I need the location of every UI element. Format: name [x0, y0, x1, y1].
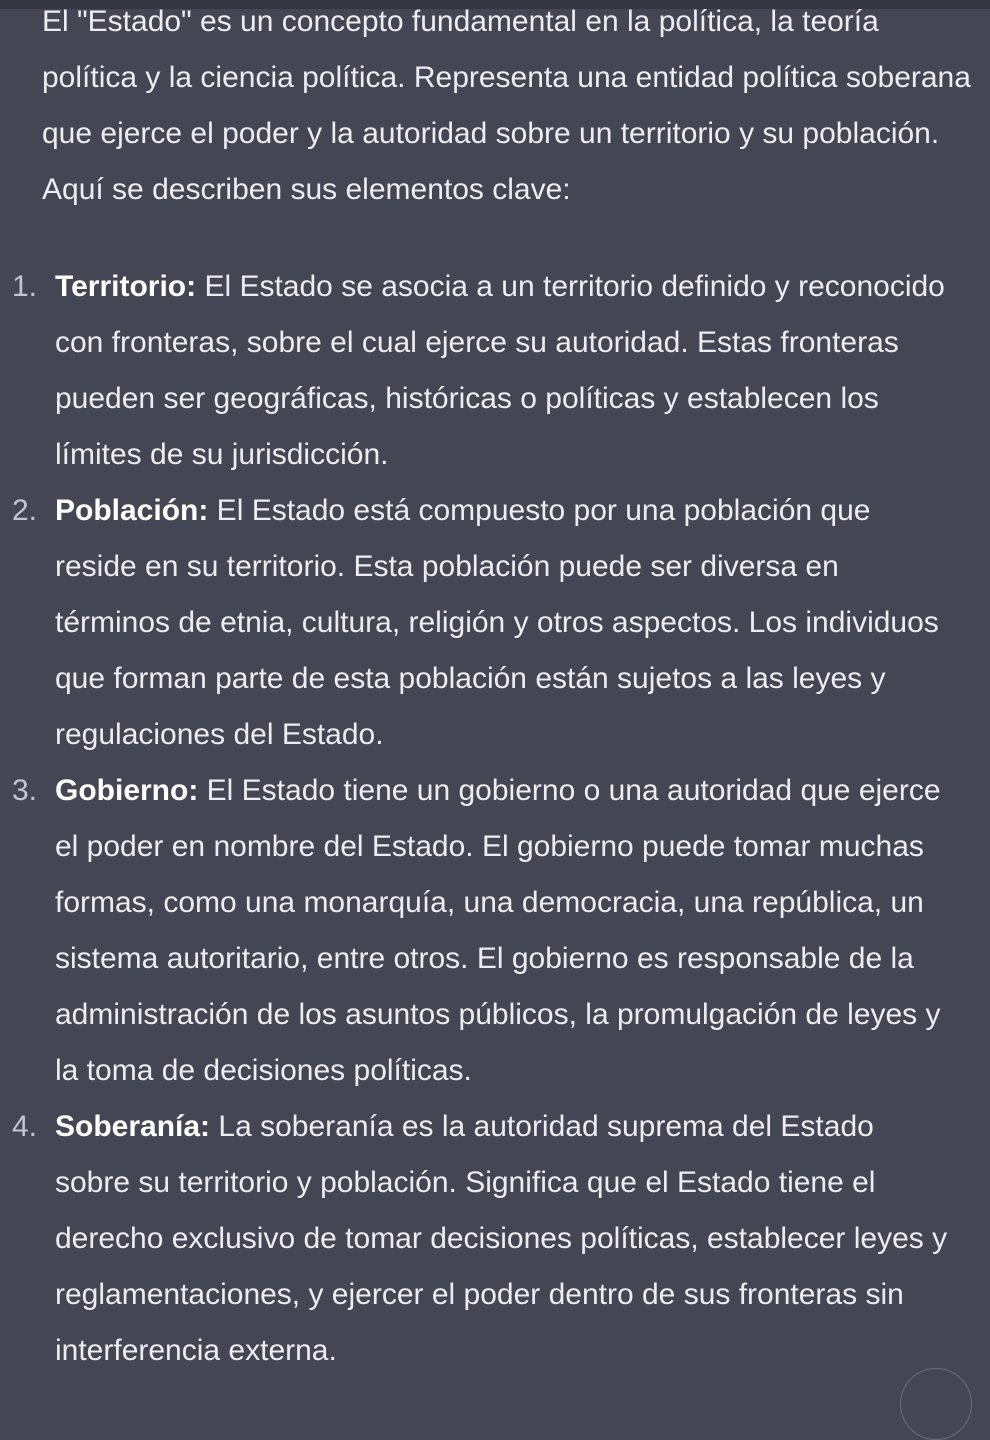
- list-text: El Estado tiene un gobierno o una autoridad que ejerce el poder en nombre del Estado. El gobierno puede tomar muchas formas, como una monarquía, una democracia, una república, un sistema autoritario, entre otros. El gobierno es responsable de la administración de los asuntos públicos, la promulgación de leyes y la toma de decisiones políticas.: [55, 774, 941, 1087]
- list-term: Gobierno:: [55, 774, 199, 807]
- list-item-poblacion: [0, 483, 955, 763]
- list-term: Territorio:: [55, 270, 197, 303]
- list-number: 2.: [12, 494, 38, 527]
- list-item-soberania: [0, 1099, 955, 1379]
- list-number: 3.: [12, 774, 38, 807]
- scroll-down-button[interactable]: [900, 1368, 972, 1440]
- intro-paragraph: El "Estado" es un concepto fundamental en la política, la teoría política y la ciencia política. Representa una entidad política soberana que ejerce el poder y la autoridad sobre un territorio y su población. Aquí se describen sus elementos clave:: [42, 5, 971, 206]
- elements-list: [0, 259, 990, 1379]
- list-term: Soberanía:: [55, 1110, 211, 1143]
- list-term: Población:: [55, 494, 209, 527]
- list-number: 1.: [12, 270, 38, 303]
- list-item-gobierno: [0, 763, 955, 1099]
- list-text: El Estado se asocia a un territorio definido y reconocido con fronteras, sobre el cual ejerce su autoridad. Estas fronteras pueden ser geográficas, históricas o políticas y establecen los límites de su jurisdicción.: [55, 270, 945, 471]
- list-number: 4.: [12, 1110, 38, 1143]
- list-text: La soberanía es la autoridad suprema del Estado sobre su territorio y población. Significa que el Estado tiene el derecho exclusivo de tomar decisiones políticas, establecer leyes y reglamentaciones, y ejercer el poder dentro de sus fronteras sin interferencia externa.: [55, 1110, 948, 1367]
- list-text: El Estado está compuesto por una población que reside en su territorio. Esta población puede ser diversa en términos de etnia, cultura, religión y otros aspectos. Los individuos que forman parte de esta población están sujetos a las leyes y regulaciones del Estado.: [55, 494, 939, 751]
- list-item-territorio: [0, 259, 955, 483]
